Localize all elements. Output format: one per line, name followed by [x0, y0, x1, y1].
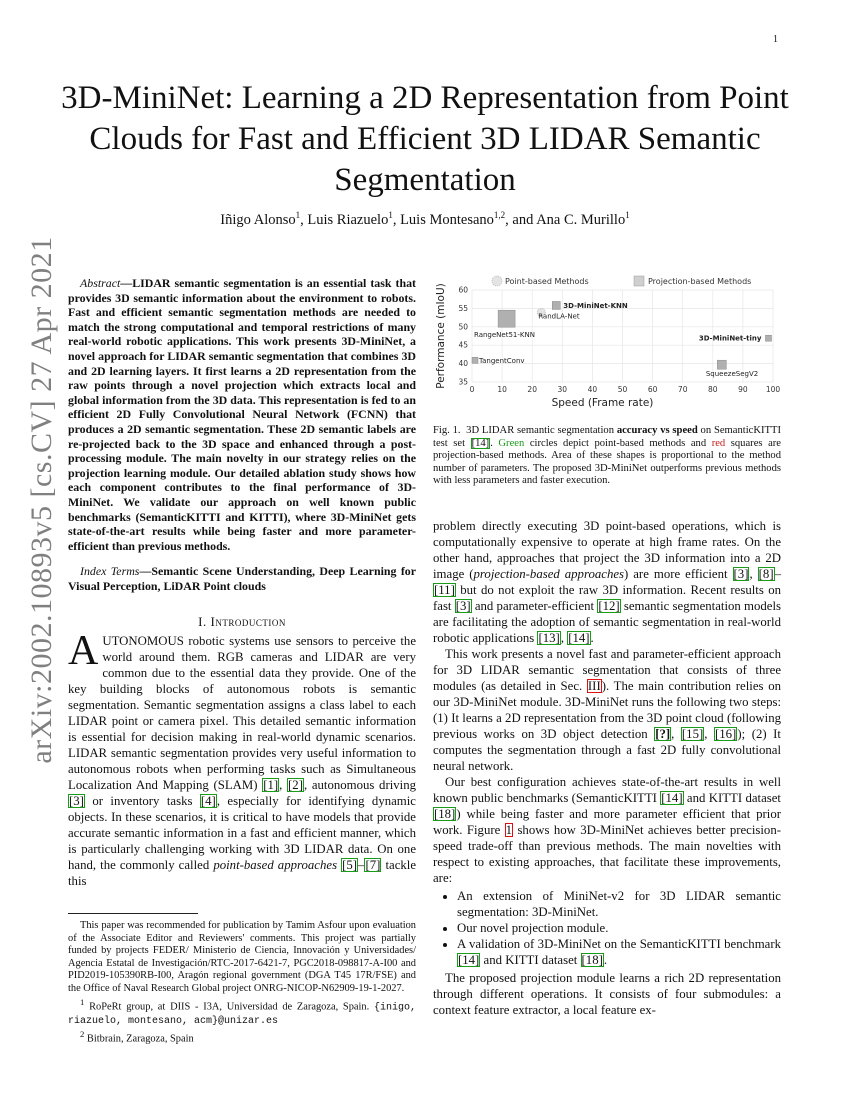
author-name: Luis Riazuelo — [307, 211, 389, 228]
citation-link[interactable]: [14] — [471, 437, 490, 449]
figure-1-caption: Fig. 1. 3D LIDAR semantic segmentation accuracy vs speed on SemanticKITTI test set [14]. Green circles depict point-based methods and red squares are projection-based methods. Area of these shapes is proportional to the method number of parameters. The proposed 3D-MiniNet outperforms previous methods with less parameters and faster execution. — [433, 425, 782, 487]
x-tick-label: 90 — [738, 385, 748, 394]
y-tick-label: 45 — [458, 340, 468, 350]
x-tick-label: 80 — [708, 385, 718, 394]
index-terms — [68, 564, 416, 593]
data-label: SqueezeSegV2 — [705, 370, 759, 379]
citation-link[interactable]: [14] — [458, 953, 480, 967]
footnote-1: $^1$ RoPeRt group, at DIIS - I3A, Universidad de Zaragoza, Spain. {inigo, riazuelo, montesano, acm}@unizar.es — [68, 996, 416, 1027]
footnote-rule — [68, 913, 198, 914]
data-label: RangeNet51-KNN — [474, 331, 535, 340]
paragraph: The proposed projection module learns a rich 2D representation through different operations. It consists of four submodules: a context feature extractor, a local feature ex- — [433, 971, 781, 1017]
x-tick-label: 70 — [677, 385, 688, 394]
paragraph: Our best configuration achieves state-of-the-art results in well known public benchmarks (SemanticKITTI [14] and KITTI dataset [18]) while being faster and more parameter efficient that prior work. Figure 1 shows how 3D-MiniNet achieves better precision-speed trade-off than previous methods. The main novelties with respect to existing approaches, that facilitate these improvements, are: — [433, 775, 781, 885]
paper-title: 3D-MiniNet: Learning a 2D Representation from Point Clouds for Fast and Efficient 3D LIDAR Semantic Segmentation — [61, 80, 789, 198]
introduction-paragraph: AUTONOMOUS robotic systems use sensors to perceive the world around them. RGB cameras and LIDAR are very common due to the essential data they provide. One of the key building blocks of autonomous robots is semantic segmentation. Semantic segmentation assigns a class label to each LIDAR point or camera pixel. This detailed semantic information is essential for decision making in real-world dynamic scenarios. LIDAR semantic segmentation provides very useful information to autonomous robots when performing tasks such as Simultaneous Localization And Mapping (SLAM) [1], [2], autonomous driving [3] or inventory tasks [4], especially for identifying dynamic objects. In these scenarios, it is critical to have models that provide accurate semantic information in a fast and efficient manner, which is particularly challenging working with 3D LIDAR data. On one hand, the commonly called point-based approaches [5]–[7] tackle this — [68, 628, 417, 888]
legend-marker — [634, 276, 644, 286]
footnote-emails: {inigo, riazuelo, montesano, acm}@unizar.es — [68, 1002, 416, 1027]
citation-link[interactable]: [7] — [365, 858, 381, 872]
list-item: • A validation of 3D-MiniNet on the SemanticKITTI benchmark [14] and KITTI dataset [18]. — [457, 936, 781, 968]
citation-link[interactable]: [1] — [263, 778, 279, 792]
figure-1-chart — [430, 272, 790, 422]
citation-link[interactable]: [2] — [288, 778, 303, 792]
x-tick-label: 0 — [469, 385, 475, 394]
x-tick-label: 20 — [527, 385, 537, 394]
citation-link[interactable]: [15] — [681, 727, 704, 741]
y-tick-label: 35 — [458, 377, 468, 387]
right-column-text — [433, 518, 781, 1018]
y-axis-label: Performance (mIoU) — [435, 283, 447, 389]
abstract-text: —LIDAR semantic segmentation is an essential task that provides 3D semantic information about the environment to robots. Fast and efficient semantic segmentation methods are needed to match the strong computational and temporal restrictions of many real-world robotic applications. This work presents 3D-MiniNet, a novel approach for LIDAR semantic segmentation that combines 3D and 2D learning layers. It first learns a 2D representation from the raw points through a novel projection which extracts local and global information from the 3D data. This representation is fed to an efficient 2D Fully Convolutional Neural Network (FCNN) that produces a 2D semantic segmentation. These 2D semantic labels are re-projected back to the 3D space and enhanced through a post-processing module. The main novelty in our strategy relies on the projection learning module. Our detailed ablation study shows how each component contributes to the final performance of 3D-MiniNet. We validate our approach on well known public benchmarks (SemanticKITTI and KITTI), where 3D-MiniNet gets state-of-the-art results while being faster and more parameter-efficient than previous methods. — [68, 276, 416, 553]
footnote-2: $^2$ Bitbrain, Zaragoza, Spain — [80, 1029, 194, 1045]
x-axis-label: Speed (Frame rate) — [551, 397, 654, 409]
arxiv-stamp: arXiv:2002.10893v5 [cs.CV] 27 Apr 2021 — [25, 236, 58, 764]
author-affiliation: 1 — [295, 210, 301, 220]
author-affiliation: 1 — [625, 210, 630, 220]
citation-link[interactable]: [4] — [200, 794, 216, 808]
list-item: • An extension of MiniNet-v2 for 3D LIDAR semantic segmentation: 3D-MiniNet. — [457, 888, 781, 920]
abstract — [68, 276, 416, 553]
legend-entry: Point-based Methods — [505, 277, 589, 286]
citation-link[interactable]: [?] — [655, 727, 671, 741]
data-point — [717, 360, 726, 369]
paragraph: This work presents a novel fast and parameter-efficient approach for 3D LIDAR semantic segmentation that consists of three modules (as detailed in Sec. III). The main contribution relies on our 3D-MiniNet module. 3D-MiniNet runs the following two steps: (1) It learns a 2D representation from the 3D point cloud (following previous works on 3D object detection [?], [15], [16]); (2) It computes the segmentation through a fast 2D fully convolutional neural network. — [433, 647, 781, 773]
author-name: Luis Montesano — [400, 211, 494, 228]
legend-entry: Projection-based Methods — [648, 277, 752, 286]
citation-link[interactable]: [3] — [733, 567, 749, 581]
author-name: Ana C. Murillo — [536, 211, 626, 228]
x-tick-label: 60 — [647, 385, 658, 394]
citation-link[interactable]: [11] — [434, 583, 455, 597]
data-point — [498, 310, 515, 327]
author-list: Iñigo Alonso$^1$, Luis Riazuelo$^1$, Luis Montesano$^{1,2}$, and Ana C. Murillo$^1$ — [220, 210, 630, 228]
x-tick-label: 10 — [497, 385, 507, 394]
y-tick-label: 50 — [458, 322, 468, 332]
data-label: 3D-MiniNet-tiny — [698, 334, 762, 343]
author-name: Iñigo Alonso — [220, 211, 296, 228]
citation-link[interactable]: [8] — [758, 567, 774, 581]
page-number: 1 — [773, 34, 778, 45]
list-item: • Our novel projection module. — [457, 920, 781, 936]
citation-link[interactable]: [13] — [538, 631, 560, 645]
section-link[interactable]: III — [587, 679, 601, 693]
author-affiliation: 1,2 — [493, 210, 506, 220]
footnotes — [68, 913, 416, 1046]
citation-link[interactable]: [3] — [69, 794, 84, 808]
data-label: TangentConv — [479, 356, 525, 365]
data-label: RandLA-Net — [538, 312, 580, 321]
x-tick-label: 100 — [765, 385, 781, 394]
citation-link[interactable]: [18] — [434, 807, 456, 821]
author-affiliation: 1 — [388, 210, 393, 220]
data-point — [765, 335, 771, 341]
citation-link[interactable]: [14] — [568, 631, 590, 645]
index-terms-label: Index Terms — [80, 564, 140, 578]
citation-link[interactable]: [3] — [455, 599, 471, 613]
dropcap: A — [68, 628, 99, 674]
citation-link[interactable]: [14] — [661, 791, 683, 805]
novelty-list — [433, 888, 781, 968]
legend-marker — [492, 276, 502, 286]
x-tick-label: 40 — [587, 385, 598, 394]
chart-legend — [492, 276, 751, 286]
data-point — [552, 301, 560, 309]
citation-link[interactable]: [18] — [581, 953, 603, 967]
y-tick-label: 60 — [458, 285, 468, 295]
footnote-recommendation: This paper was recommended for publication by Tamim Asfour upon evaluation of the Associate Editor and Reviewers' comments. This project was partially funded by projects FEDER/ Ministerio de Ciencia, Innovación y Universidades/ Agencia Estatal de Investigación/RTC-2017-6421-7, PGC2018-098817-A-I00 and PID2019-105390RB-I00, Aragón regional government (DGA T45 17R/FSE) and the Office of Naval Research Global project ONRG-NICOP-N62909-19-1-2027. — [68, 920, 416, 994]
paragraph: problem directly executing 3D point-based operations, which is computationally expensive to operate at high frame rates. On the other hand, approaches that project the 3D information into a 2D image (projection-based approaches) are more efficient [3], [8]–[11] but do not exploit the raw 3D information. Recent results on fast [3] and parameter-efficient [12] semantic segmentation models are facilitating the adoption of semantic segmentation in real-world robotic applications [13], [14]. — [433, 519, 781, 645]
section-heading-introduction: I. Introduction — [198, 614, 286, 629]
x-tick-label: 50 — [617, 385, 628, 394]
index-terms-text: —Semantic Scene Understanding, Deep Learning for Visual Perception, LiDAR Point clouds — [68, 564, 416, 593]
citation-link[interactable]: [12] — [598, 599, 620, 613]
abstract-label: Abstract — [80, 276, 121, 290]
citation-link[interactable]: [5] — [342, 858, 358, 872]
citation-link[interactable]: [16] — [715, 727, 737, 741]
x-tick-label: 30 — [557, 385, 568, 394]
y-tick-label: 55 — [458, 303, 468, 313]
data-label: 3D-MiniNet-KNN — [563, 301, 628, 310]
figure-link[interactable]: 1 — [505, 823, 513, 837]
data-point — [472, 357, 478, 363]
y-tick-label: 40 — [458, 359, 468, 369]
